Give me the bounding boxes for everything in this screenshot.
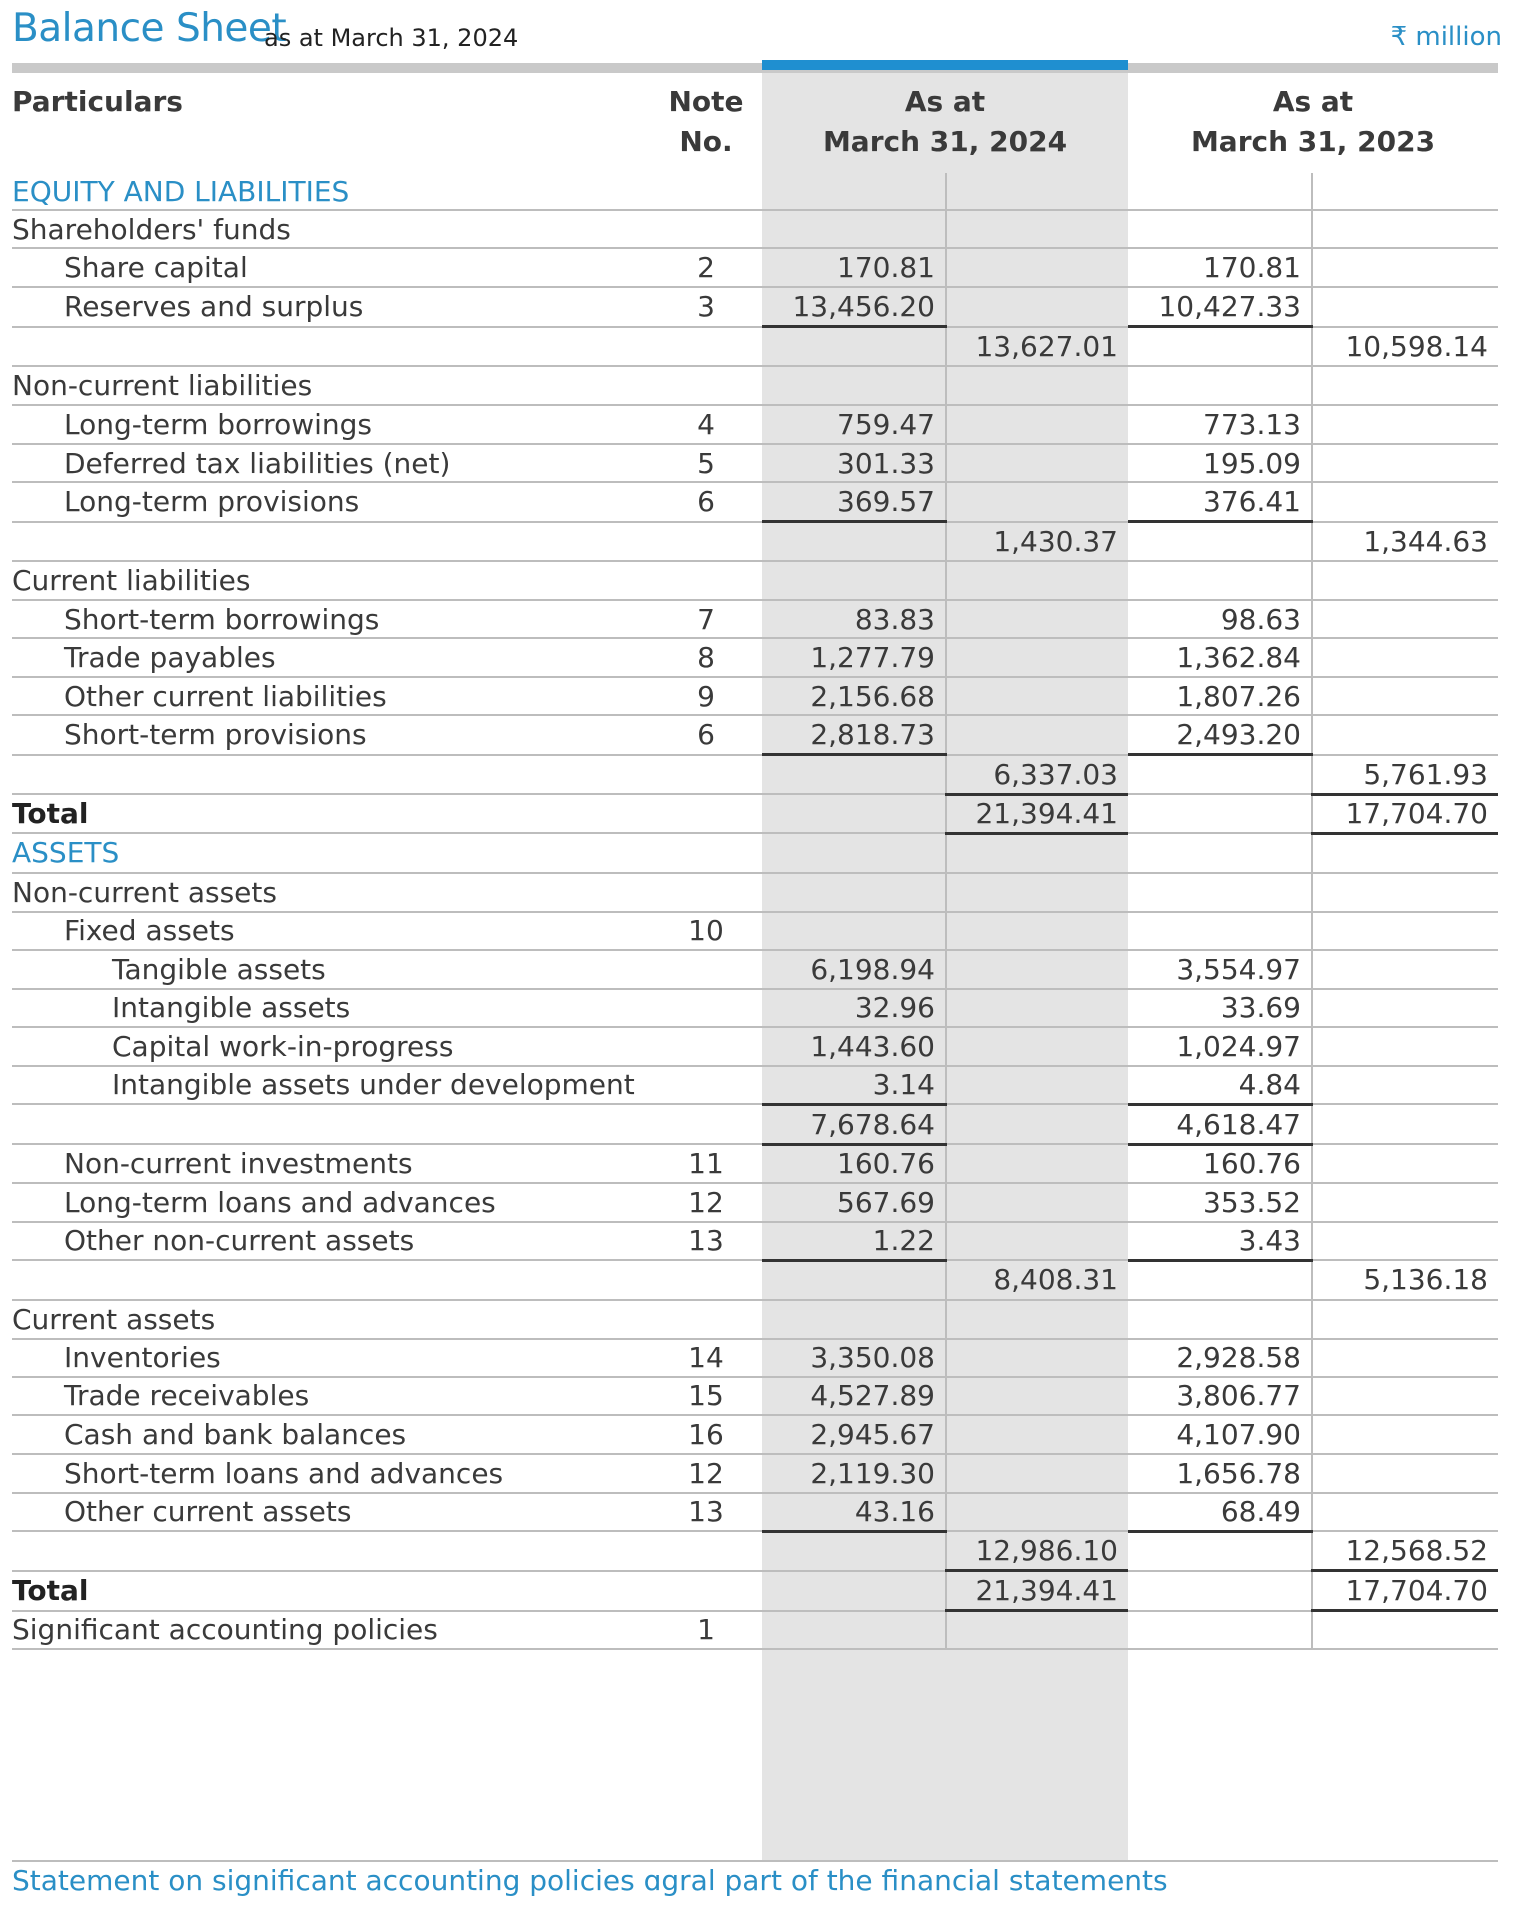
row-note: 11 [650,1144,762,1183]
table-row [12,366,1498,405]
row-note [650,522,762,562]
row-value-2024-detail [762,833,946,873]
row-value-2024-subtotal [946,210,1128,248]
row-value-2023-subtotal [1312,210,1498,248]
row-value-2023-subtotal [1312,1300,1498,1339]
row-label: Non-current investments [12,1144,650,1183]
row-label: Trade payables [12,638,650,677]
row-note [650,833,762,873]
table-row [12,912,1498,950]
row-value-2023-subtotal [1312,1027,1498,1066]
row-value-2023-detail [1128,912,1312,950]
row-label: Total [12,1571,650,1611]
row-value-2023-subtotal [1312,950,1498,989]
row-note: 12 [650,1454,762,1493]
row-value-2023-detail: 376.41 [1128,482,1312,522]
row-value-2024-subtotal [946,444,1128,482]
row-label: Deferred tax liabilities (net) [12,444,650,482]
row-value-2024-subtotal: 6,337.03 [946,755,1128,795]
row-label: Inventories [12,1339,650,1377]
row-value-2024-detail [762,1260,946,1300]
row-value-2023-detail: 3,554.97 [1128,950,1312,989]
row-note [650,1066,762,1105]
row-value-2023-detail [1128,1260,1312,1300]
row-value-2024-subtotal [946,248,1128,287]
row-note: 9 [650,677,762,715]
row-value-2024-subtotal: 13,627.01 [946,327,1128,367]
row-value-2023-detail: 98.63 [1128,600,1312,638]
row-value-2024-subtotal [946,1454,1128,1493]
row-value-2023-subtotal: 12,568.52 [1312,1531,1498,1571]
row-label: EQUITY AND LIABILITIES [12,173,650,210]
row-value-2023-subtotal: 17,704.70 [1312,1571,1498,1611]
row-label: Other non-current assets [12,1222,650,1261]
row-label [12,522,650,562]
row-value-2024-detail: 369.57 [762,482,946,522]
row-value-2024-detail: 83.83 [762,600,946,638]
title-row [12,6,1502,56]
row-value-2024-subtotal: 8,408.31 [946,1260,1128,1300]
row-value-2023-detail: 170.81 [1128,248,1312,287]
row-label: ASSETS [12,833,650,873]
table-row [12,1415,1498,1454]
row-value-2023-detail: 1,656.78 [1128,1454,1312,1493]
row-value-2023-subtotal [1312,444,1498,482]
row-value-2023-detail: 4.84 [1128,1066,1312,1105]
row-value-2024-detail: 2,156.68 [762,677,946,715]
row-value-2024-detail [762,873,946,912]
table-row [12,1377,1498,1415]
row-value-2023-detail: 3.43 [1128,1222,1312,1261]
row-value-2024-subtotal: 21,394.41 [946,794,1128,833]
row-note: 10 [650,912,762,950]
row-label: Tangible assets [12,950,650,989]
header-rule [12,63,1498,73]
row-value-2024-detail: 1,277.79 [762,638,946,677]
row-label [12,1104,650,1144]
row-value-2023-detail: 10,427.33 [1128,287,1312,327]
row-value-2024-detail: 567.69 [762,1183,946,1222]
row-value-2023-subtotal [1312,1454,1498,1493]
row-value-2024-subtotal [946,287,1128,327]
row-value-2024-detail: 2,945.67 [762,1415,946,1454]
row-value-2023-subtotal [1312,600,1498,638]
row-value-2024-detail: 1.22 [762,1222,946,1261]
row-value-2024-detail: 2,818.73 [762,715,946,755]
table-row [12,287,1498,327]
row-note [650,950,762,989]
row-value-2023-detail: 195.09 [1128,444,1312,482]
row-note: 15 [650,1377,762,1415]
row-value-2023-subtotal [1312,1377,1498,1415]
row-value-2023-subtotal [1312,1066,1498,1105]
row-value-2023-subtotal [1312,638,1498,677]
table-row [12,482,1498,522]
table-row [12,522,1498,562]
row-label: Reserves and surplus [12,287,650,327]
balance-sheet-table [12,173,1498,1650]
row-value-2023-subtotal: 5,761.93 [1312,755,1498,795]
row-note: 6 [650,715,762,755]
row-label: Significant accounting policies [12,1611,650,1650]
row-value-2024-detail: 2,119.30 [762,1454,946,1493]
table-row [12,1571,1498,1611]
row-value-2024-subtotal [946,715,1128,755]
row-value-2023-subtotal [1312,1222,1498,1261]
row-value-2024-detail [762,1611,946,1650]
row-value-2023-subtotal [1312,873,1498,912]
row-value-2024-subtotal [946,1066,1128,1105]
row-value-2024-subtotal [946,366,1128,405]
row-value-2023-detail: 773.13 [1128,405,1312,444]
row-value-2023-subtotal [1312,1104,1498,1144]
row-value-2024-subtotal [946,1415,1128,1454]
row-note: 16 [650,1415,762,1454]
row-value-2024-subtotal: 1,430.37 [946,522,1128,562]
table-row [12,444,1498,482]
row-note: 12 [650,1183,762,1222]
row-value-2024-subtotal [946,912,1128,950]
row-note [650,561,762,600]
row-value-2023-detail [1128,561,1312,600]
row-value-2023-subtotal [1312,405,1498,444]
row-value-2023-subtotal [1312,715,1498,755]
row-label: Short-term provisions [12,715,650,755]
row-value-2023-detail: 353.52 [1128,1183,1312,1222]
table-row [12,833,1498,873]
row-value-2023-detail [1128,755,1312,795]
row-note: 1 [650,1611,762,1650]
row-label: Cash and bank balances [12,1415,650,1454]
row-label [12,327,650,367]
row-value-2024-detail [762,327,946,367]
row-value-2023-detail [1128,1300,1312,1339]
row-label: Share capital [12,248,650,287]
row-value-2023-subtotal [1312,1415,1498,1454]
table-row [12,210,1498,248]
col-header-2023-1: As at [1272,85,1354,118]
table-row [12,1027,1498,1066]
row-value-2024-subtotal [946,600,1128,638]
row-value-2023-detail [1128,794,1312,833]
row-value-2023-detail [1128,1611,1312,1650]
table-row [12,755,1498,795]
row-value-2024-detail: 759.47 [762,405,946,444]
row-note [650,1027,762,1066]
row-value-2023-detail [1128,522,1312,562]
row-note [650,794,762,833]
table-row [12,1104,1498,1144]
row-value-2024-subtotal [946,1104,1128,1144]
row-value-2023-subtotal [1312,561,1498,600]
row-note [650,1531,762,1571]
row-value-2024-detail [762,366,946,405]
row-label: Intangible assets [12,989,650,1027]
row-value-2023-subtotal: 5,136.18 [1312,1260,1498,1300]
row-value-2024-detail: 1,443.60 [762,1027,946,1066]
row-value-2023-detail [1128,173,1312,210]
row-note [650,1300,762,1339]
row-note [650,1104,762,1144]
row-note: 5 [650,444,762,482]
row-value-2023-subtotal [1312,1611,1498,1650]
row-note [650,210,762,248]
table-row [12,1144,1498,1183]
row-value-2024-subtotal [946,1611,1128,1650]
row-value-2023-detail [1128,1531,1312,1571]
row-label: Other current assets [12,1493,650,1532]
row-value-2024-detail [762,755,946,795]
row-value-2024-subtotal [946,1339,1128,1377]
row-note: 7 [650,600,762,638]
row-value-2024-subtotal [946,1300,1128,1339]
row-note: 2 [650,248,762,287]
row-value-2024-detail [762,210,946,248]
row-value-2024-subtotal: 21,394.41 [946,1571,1128,1611]
row-value-2023-subtotal [1312,248,1498,287]
row-value-2024-subtotal [946,1144,1128,1183]
row-value-2024-detail: 32.96 [762,989,946,1027]
row-value-2023-detail [1128,833,1312,873]
row-value-2024-subtotal [946,1027,1128,1066]
row-label: Short-term loans and advances [12,1454,650,1493]
page-title: Balance Sheet [12,6,287,51]
row-value-2024-detail [762,1571,946,1611]
row-note: 6 [650,482,762,522]
row-value-2024-detail: 160.76 [762,1144,946,1183]
row-label: Non-current assets [12,873,650,912]
row-value-2024-subtotal [946,1377,1128,1415]
row-value-2024-subtotal [946,833,1128,873]
table-row [12,1339,1498,1377]
row-label [12,755,650,795]
row-note [650,755,762,795]
row-value-2024-subtotal: 12,986.10 [946,1531,1128,1571]
row-note: 14 [650,1339,762,1377]
row-value-2024-detail [762,794,946,833]
row-value-2024-detail [762,1531,946,1571]
row-value-2023-subtotal [1312,833,1498,873]
row-value-2023-subtotal [1312,1493,1498,1532]
row-value-2024-subtotal [946,482,1128,522]
row-note [650,366,762,405]
row-value-2024-subtotal [946,638,1128,677]
row-value-2024-detail: 7,678.64 [762,1104,946,1144]
row-value-2024-subtotal [946,873,1128,912]
table-row [12,327,1498,367]
row-label: Long-term provisions [12,482,650,522]
row-label: Shareholders' funds [12,210,650,248]
row-value-2024-detail: 43.16 [762,1493,946,1532]
row-value-2024-subtotal [946,173,1128,210]
row-value-2023-detail [1128,873,1312,912]
table-row [12,173,1498,210]
col-header-2024-1: As at [904,85,986,118]
col-header-2024-2: March 31, 2024 [822,125,1068,158]
row-value-2024-subtotal [946,1222,1128,1261]
table-row [12,1454,1498,1493]
row-value-2024-detail: 13,456.20 [762,287,946,327]
row-note [650,873,762,912]
row-value-2024-detail [762,561,946,600]
row-value-2023-subtotal: 17,704.70 [1312,794,1498,833]
row-label: Trade receivables [12,1377,650,1415]
row-note [650,327,762,367]
row-value-2024-subtotal [946,1493,1128,1532]
col-header-particulars: Particulars [12,85,183,118]
row-value-2023-detail [1128,327,1312,367]
row-value-2023-subtotal [1312,1339,1498,1377]
table-row [12,1066,1498,1105]
row-label: Short-term borrowings [12,600,650,638]
col-header-note-2: No. [679,125,733,158]
row-value-2024-subtotal [946,950,1128,989]
row-note: 3 [650,287,762,327]
row-value-2024-subtotal [946,561,1128,600]
row-value-2023-detail [1128,1571,1312,1611]
row-value-2023-detail: 160.76 [1128,1144,1312,1183]
row-value-2024-detail: 3,350.08 [762,1339,946,1377]
row-value-2024-detail: 6,198.94 [762,950,946,989]
table-row [12,989,1498,1027]
row-label: Non-current liabilities [12,366,650,405]
table-row [12,873,1498,912]
table-row [12,1222,1498,1261]
table-row [12,1260,1498,1300]
row-value-2023-subtotal [1312,173,1498,210]
row-value-2023-detail: 1,362.84 [1128,638,1312,677]
row-label: Long-term loans and advances [12,1183,650,1222]
row-value-2023-subtotal: 10,598.14 [1312,327,1498,367]
row-label: Total [12,794,650,833]
table-row [12,600,1498,638]
row-value-2024-detail: 170.81 [762,248,946,287]
row-value-2023-detail: 33.69 [1128,989,1312,1027]
table-row [12,1300,1498,1339]
row-value-2023-detail: 68.49 [1128,1493,1312,1532]
col-header-2023-2: March 31, 2023 [1190,125,1436,158]
table-row [12,1611,1498,1650]
current-year-accent-bar [762,60,1128,70]
row-note: 8 [650,638,762,677]
row-note [650,1260,762,1300]
row-value-2023-subtotal [1312,287,1498,327]
row-value-2023-detail: 4,107.90 [1128,1415,1312,1454]
col-header-note-1: Note [668,85,744,118]
row-value-2024-detail: 3.14 [762,1066,946,1105]
footer-rule [12,1860,1498,1862]
row-value-2024-subtotal [946,989,1128,1027]
row-label [12,1260,650,1300]
row-value-2024-detail [762,522,946,562]
page-subtitle: as at March 31, 2024 [264,24,519,52]
table-row [12,715,1498,755]
row-value-2024-subtotal [946,677,1128,715]
table-row [12,561,1498,600]
row-note [650,1571,762,1611]
row-value-2023-subtotal [1312,366,1498,405]
row-value-2023-subtotal [1312,482,1498,522]
row-value-2024-detail [762,173,946,210]
row-value-2023-subtotal: 1,344.63 [1312,522,1498,562]
row-value-2023-detail [1128,366,1312,405]
row-value-2023-subtotal [1312,989,1498,1027]
row-value-2024-detail [762,912,946,950]
row-value-2024-detail: 301.33 [762,444,946,482]
row-label: Long-term borrowings [12,405,650,444]
row-value-2024-subtotal [946,1183,1128,1222]
row-label: Fixed assets [12,912,650,950]
row-value-2024-detail: 4,527.89 [762,1377,946,1415]
table-row [12,1493,1498,1532]
row-value-2023-subtotal [1312,1144,1498,1183]
row-label: Other current liabilities [12,677,650,715]
row-note [650,989,762,1027]
unit-label: ₹ million [1390,22,1502,52]
row-value-2023-detail: 3,806.77 [1128,1377,1312,1415]
row-value-2023-detail: 1,807.26 [1128,677,1312,715]
row-value-2023-detail: 1,024.97 [1128,1027,1312,1066]
row-note: 13 [650,1493,762,1532]
row-value-2023-detail [1128,210,1312,248]
row-value-2023-detail: 2,928.58 [1128,1339,1312,1377]
table-row [12,950,1498,989]
row-label: Capital work-in-progress [12,1027,650,1066]
row-label [12,1531,650,1571]
footer-note: Statement on significant accounting policies ɑgral part of the financial statements [12,1864,1168,1897]
row-value-2024-subtotal [946,405,1128,444]
table-row [12,405,1498,444]
row-note: 4 [650,405,762,444]
row-value-2023-subtotal [1312,912,1498,950]
row-label: Intangible assets under development [12,1066,650,1105]
row-label: Current liabilities [12,561,650,600]
row-value-2024-detail [762,1300,946,1339]
table-row [12,677,1498,715]
row-value-2023-detail: 4,618.47 [1128,1104,1312,1144]
table-row [12,638,1498,677]
table-row [12,248,1498,287]
table-row [12,794,1498,833]
row-value-2023-detail: 2,493.20 [1128,715,1312,755]
table-row [12,1183,1498,1222]
row-label: Current assets [12,1300,650,1339]
table-row [12,1531,1498,1571]
row-note: 13 [650,1222,762,1261]
row-note [650,173,762,210]
row-value-2023-subtotal [1312,1183,1498,1222]
row-value-2023-subtotal [1312,677,1498,715]
